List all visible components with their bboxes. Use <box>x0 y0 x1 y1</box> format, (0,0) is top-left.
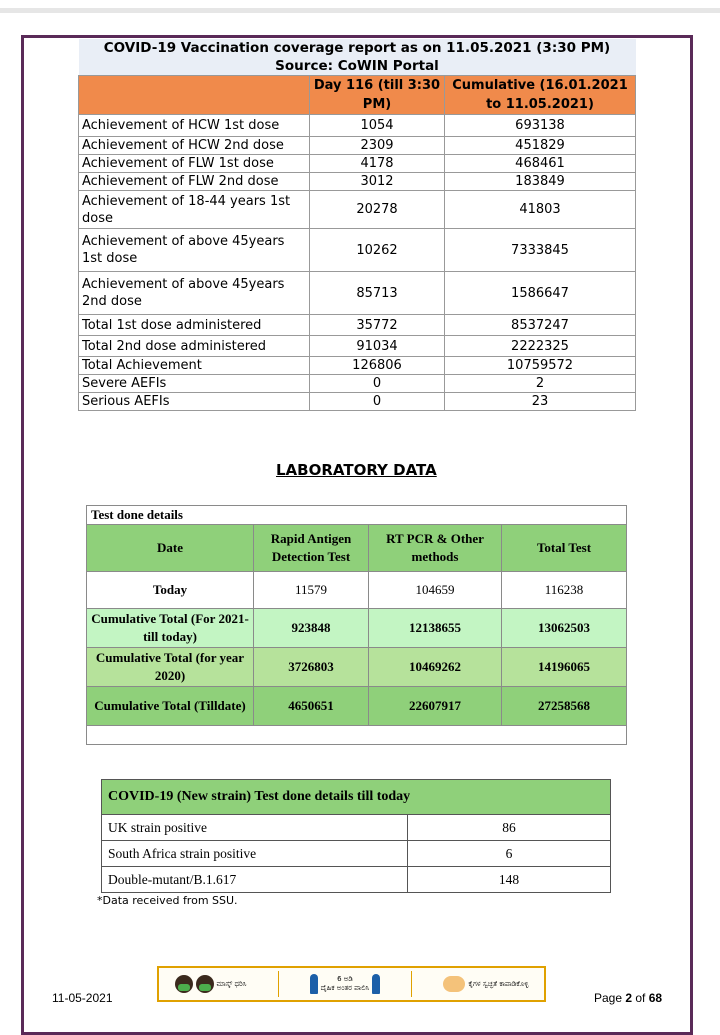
lab-header-rat: Rapid Antigen Detection Test <box>254 525 369 572</box>
table-row: Achievement of FLW 1st dose 4178 468461 <box>79 155 636 173</box>
lab-header-total: Total Test <box>502 525 627 572</box>
table-row: Serious AEFIs 0 23 <box>79 393 636 411</box>
person-icon <box>372 974 380 994</box>
lab-caption: Test done details <box>87 506 627 525</box>
lab-table <box>86 505 627 745</box>
vaccination-title: COVID-19 Vaccination coverage report as on 11.05.2021 (3:30 PM) <box>79 39 636 57</box>
table-row: Cumulative Total (For 2021- till today) 923848 12138655 13062503 <box>87 609 627 648</box>
table-row: Total 2nd dose administered 91034 2222325 <box>79 336 636 357</box>
table-row: Achievement of above 45years 2nd dose 85713 1586647 <box>79 272 636 315</box>
page-number: Page 2 of 68 <box>594 991 663 1005</box>
table-row: Achievement of 18-44 years 1st dose 20278 41803 <box>79 191 636 229</box>
strain-table <box>101 779 611 893</box>
table-row: Achievement of HCW 1st dose 1054 693138 <box>79 115 636 137</box>
vaccination-source: Source: CoWIN Portal <box>79 57 636 76</box>
data-source-note: *Data received from SSU. <box>97 894 238 907</box>
table-row: South Africa strain positive 6 <box>102 841 611 867</box>
vaccination-table <box>78 39 636 411</box>
banner-mask-text: ಮಾಸ್ಕ್ ಧರಿಸಿ <box>216 979 247 988</box>
strain-heading: COVID-19 (New strain) Test done details till today <box>102 780 611 815</box>
table-row <box>87 726 627 745</box>
footer-date: 11-05-2021 <box>52 991 113 1005</box>
header-cumulative: Cumulative (16.01.2021 to 11.05.2021) <box>445 76 636 115</box>
lab-header-rtpcr: RT PCR & Other methods <box>369 525 502 572</box>
table-row: Total Achievement 126806 10759572 <box>79 357 636 375</box>
person-icon <box>310 974 318 994</box>
masked-face-icon <box>196 975 214 993</box>
awareness-banner <box>157 966 546 1002</box>
banner-distance-top: 6 ಅಡಿ <box>337 975 353 983</box>
table-row: Achievement of FLW 2nd dose 3012 183849 <box>79 173 636 191</box>
banner-distance-text: ದೈಹಿಕ ಅಂತರ ಪಾಲಿಸಿ <box>320 984 370 992</box>
masked-face-icon <box>175 975 193 993</box>
handwash-icon <box>443 976 465 992</box>
table-row: Today 11579 104659 116238 <box>87 572 627 609</box>
table-row: Double-mutant/B.1.617 148 <box>102 867 611 893</box>
table-row: Achievement of HCW 2nd dose 2309 451829 <box>79 137 636 155</box>
table-row: Achievement of above 45years 1st dose 10262 7333845 <box>79 229 636 272</box>
top-divider <box>0 8 720 13</box>
table-row: UK strain positive 86 <box>102 815 611 841</box>
lab-heading: LABORATORY DATA <box>276 461 437 479</box>
table-row: Cumulative Total (Tilldate) 4650651 22607917 27258568 <box>87 687 627 726</box>
table-row: Cumulative Total (for year 2020) 3726803 10469262 14196065 <box>87 648 627 687</box>
header-blank <box>79 76 310 115</box>
header-day: Day 116 (till 3:30 PM) <box>310 76 445 115</box>
table-row: Severe AEFIs 0 2 <box>79 375 636 393</box>
table-row: Total 1st dose administered 35772 8537247 <box>79 315 636 336</box>
lab-header-date: Date <box>87 525 254 572</box>
banner-wash-text: ಕೈಗಳ ಸ್ವಚ್ಛತೆ ಕಾಪಾಡಿಕೊಳ್ಳಿ <box>468 979 529 988</box>
